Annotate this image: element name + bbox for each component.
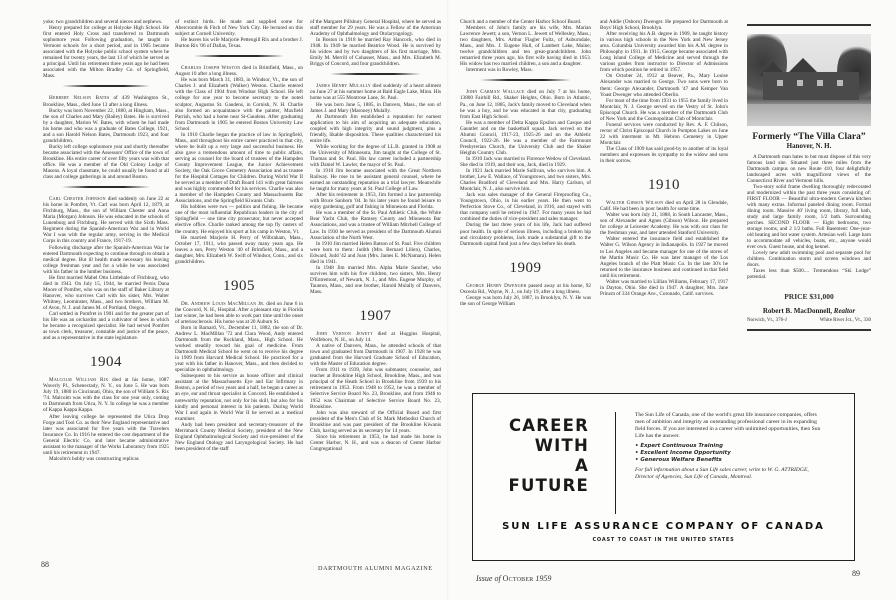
benefit-item: • Excellent Income Opportunity	[635, 450, 825, 457]
obituary-name: James Henry Mulally	[316, 83, 371, 90]
right-column-1	[460, 19, 591, 307]
headline-line: FUTURE	[508, 476, 589, 495]
obituary-name: Herbert Nelson Bates	[49, 95, 110, 102]
divider	[62, 186, 150, 188]
paragraph: During the last three years of his life, Jack had suffered poor health. In spite of serious illness, including a broken hip and circulatory problems, Jack made a substantial gift to the Dartmouth capital fund just a few days before his death.	[460, 222, 591, 247]
ad-price: PRICE $31,000	[784, 292, 834, 302]
obituary-name: Dr. Andrew Louis MacMillan Jr.	[181, 300, 265, 307]
paragraph: He leaves his wife Marjorie Pettengill Rix and a brother J. Burton Rix '06 of Dallas, Texas.	[175, 37, 303, 50]
paragraph: John was also steward of the Official Board and first president of the Men's Club of St. Mark Methodist Church of Brookline and was past president of the Brookline Kiwanis Club, having served as its secretary for 14 years.	[310, 409, 441, 434]
paragraph: died on April 28 in Glendale, Calif. He had been in poor health for some time.	[600, 200, 729, 213]
paragraph: In 1910 Jim married Helen Batson of St. Paul. Five children were born to them: Judith (Mrs. Bernard Lilien), Charles, Edward, Judd '42 and Joan (Mrs. James E. McNamara). Helen died in 1941.	[310, 240, 441, 265]
house-photo	[747, 34, 871, 126]
paragraph: Members of John's family are his wife, Mrs. Marian Lawrence Jewett; a son, Vernon L. Jewett of Wellesley, Mass.; two daughters, Mrs. Arthur Flagler Fultz, of Auburndale, Mass., and Mrs. J. Eugene Hull, of Lambert Lake, Maine; twelve grandchildren and ten great-grandchildren. John remarried three years ago, his first wife having died in 1953. His widow has two married children, a son and a daughter.	[460, 25, 591, 68]
ad-phones	[747, 318, 871, 323]
paragraph: He was a member of the St. Paul Athletic Club, the White Bear Yacht Club, the Ramsey County and Minnesota Bar Associations, and was a trustee of William Mitchell College of Law. In 1930 he served as president of the Dartmouth Alumni Association of the North West.	[310, 210, 441, 241]
company-tagline: COAST TO COAST IN THE UNITED STATES	[592, 537, 735, 543]
paragraph: While working for the degree of LL.B. granted in 1908 at the University of Minnesota, Jim taught at the College of St. Thomas and St. Paul. His law career included a partnership with Daniel W. Lawler, the mayor of St. Paul.	[310, 143, 441, 168]
paragraph: Bucky left college sophomore year and shortly thereafter became associated with the Assessors' Office of the town of Brookline. His entire career of over fifty years was with that office. He was a member of the Old Colony Lodge of Masons. A loyal classmate, he could usually be found at all class and college gatherings in and around Boston.	[43, 143, 169, 181]
paragraph: His hobbies were two — politics and fishing. He became one of the most influential Republican leaders in the city of Springfield — one time city prosecutor, but never accepted elective office. Charlie ranked among the top fly casters of the country. He enjoyed his sport at his camp in Weston, Vt.	[175, 204, 303, 235]
obituary-name: John Carman Wallace	[466, 89, 525, 96]
paragraph: Following discharge after the Spanish-American War he entered Dartmouth expecting to continue through to obtain a medical degree. But ill health made necessary his leaving college freshman year and for a while he was associated with his father in the lumber business.	[43, 244, 169, 275]
ad-body: The Sun Life of Canada, one of the world's great life insurance companies, offers men of ambition and integrity an outstanding professional career in its expanding field forces. If you are interested in a career with unlimited opportunities, then Sun Life has the answer.	[635, 412, 821, 439]
magazine-footer: DARTMOUTH ALUMNI MAGAZINE	[318, 565, 433, 572]
paragraph: On October 24, 1912 at Beaver, Pa., Mary Louise Alexander was married to George. Two sons were born to them: George Alexander, Dartmouth '47 and Kemper Van Yoast Dwenger who attended Oberlin.	[600, 73, 728, 98]
ad-text	[635, 412, 825, 481]
class-year-heading: 1904	[90, 354, 122, 371]
left-column-2	[175, 19, 303, 452]
benefit-list	[635, 443, 825, 464]
paragraph: After receiving his A.B. degree in 1909, he taught history in various high schools in the New York and New Jersey area. Columbia University awarded him his A.M. degree in Philosophy in 1931. In 1915, George became associated with Long Island College of Medicine and served through the various grades from instructor to Director of Admissions from which position he retired in 1957.	[600, 31, 728, 74]
realtor-name: Robert B. MacDonnell,	[762, 307, 833, 316]
paragraph: Born in Barnard, Vt., December 11, 1882, the son of Dr. Andrew L. MacMillan '72 and Clara Wood, Andy entered Dartmouth from the Rockland, Mass., High School. He worked steadily toward his goal of medicine. From Dartmouth Medical School he went on to receive his degree in 1909 from Harvard Medical School. He practiced for a year with his father in Hanover, Mass., and then decided to specialize in ophthalmology.	[175, 324, 303, 374]
paragraph: The Class of 1909 has said good-by to another of its loyal members and expresses its sympathy to the widow and sons in their sorrow.	[600, 145, 728, 165]
obituary-name: Carl Chester Johnson	[49, 196, 106, 203]
paragraph: of 439 Washington St., Brookline, Mass., died June 13 after a long illness.	[43, 95, 169, 108]
paragraph: At Dartmouth Jim established a reputation for earnest application to his aim of acquiring an adequate education, coupled with high integrity and sound judgment, plus a friendly, likable disposition. These qualities characterized his entire life.	[310, 113, 441, 144]
class-year-heading: 1905	[223, 277, 255, 294]
paragraph: He was a member of Delta Kappa Epsilon and Casque and Gauntlet and on the basketball squad. Jack served on the Alumni Council, 1917-23, 1925-26 and on the Athletic Council, 1922-26. He was a member of the Fairmount Presbyterian Church, the University Club and the Shaker Heights Country Club.	[460, 119, 591, 156]
ad-headline	[495, 416, 589, 496]
sun-life-ad	[472, 393, 855, 561]
right-column-2	[600, 19, 728, 297]
paragraph: A Dartmouth man hates to but must dispose of this very famous land site. Situated just three miles from the Dartmouth campus on new Route 410, four delightfully landscaped acres with magnificent views of the Connecticut River and Vermont hills.	[747, 153, 871, 184]
paragraph: and Addie (Osborn) Dwenger. He prepared for Dartmouth at Boys' High School, Brooklyn.	[600, 19, 728, 32]
paragraph: passed away at his home, 92 Osceola Rd., Wayne, N. J., on July 19, after a long illness.	[460, 282, 591, 295]
paragraph: After leaving college he represented the Utica Drop Forge and Tool Co. as their New England representative and later was associated for five years with the Travelers Insurance Co. In 1916 he entered the cost department of the General Electric Co. and later became administrative assistant to the manager of the Works Laboratory from 1925 until his retirement in 1947.	[43, 413, 169, 456]
paragraph: yoke; two grandchildren and several nieces and nephews.	[43, 19, 163, 25]
paragraph: Church and a member of the Center Harbor School Board.	[460, 19, 582, 25]
obituary-name: Walter Gibson Wilson	[606, 200, 664, 207]
divider	[62, 85, 150, 87]
ad-contact: For full information about a Sun Life sales career, write to W. G. ATTRIDGE, Director of Agencies, Sun Life of Canada, Montreal.	[635, 467, 809, 480]
paragraph: He married Marjorie H. Perry of Wilbraham, Mass., October 17, 1911, who passed away many years ago. He leaves a son, Perry Weston '40 of Brimfield, Mass., and a daughter, Mrs. Elizabeth W. Swift of Windsor, Conn., and six grandchildren.	[175, 234, 303, 265]
house-shape	[763, 72, 859, 100]
paragraph: Walter was born July 21, 1888, in South Lancaster, Mass., son of Alexander and Agnes (Gibson) Wilson. He prepared for college at Leicester Academy. He was with our class for the freshman year, and later attended Stanford University.	[600, 212, 728, 237]
ad-bottom-rule	[747, 329, 871, 331]
paragraph: Jack was sales manager of the General Fireproofing Co., Youngstown, Ohio, in his earlier years. He then went to Perfection Stove Co., of Cleveland, in 1916, and stayed with that company until he retired in 1947. For many years he had combined the duties of vice-president and sales manager.	[460, 192, 591, 223]
vertical-divider	[615, 412, 616, 514]
obituary-name: Charles Joseph Weston	[181, 65, 241, 72]
ad-subtitle: Hanover, N. H.	[786, 141, 832, 150]
obituary-name: John Vernon Jewett	[316, 331, 373, 338]
paragraph: From 1911 to 1939, John was submaster, counselor, and teacher at Brookline High School, Brookline, Mass., and was principal of the Heath School in Brookline from 1939 to his retirement in 1953. From 1948 to 1952, he was a member of Selective Service Board No. 23, Brookline, and from 1948 to 1952 was Chairman of Selective Service Board No. 23, Brookline.	[310, 367, 441, 410]
page-number-left: 88	[41, 560, 49, 569]
ad-realtor	[747, 307, 871, 315]
paragraph: In 1948 Jim married Mrs. Alpha Marie Sanchet, who survives him with his five children, two sisters, Mrs. Henry D'Entremont, of Newark, N. J., and Mrs. Eugene Murphy, of Taunton, Mass., and one brother, Harold Mulally of Danvers, Mass.	[310, 264, 441, 295]
issue-prefix: Issue of	[476, 574, 501, 583]
paragraph: Andy had been president and secretary-treasurer of the Merrimack County Medical Society, president of the New England Ophthalmological Society and vice-president of the New England Otology and Laryngological Society. He had been president of the staff	[175, 421, 303, 452]
divider	[330, 73, 422, 75]
paragraph: died at Huggins Hospital, Wolfeboro, N. H., on July 14.	[310, 331, 441, 344]
obituary-name: George Henry Dwenger	[466, 282, 527, 289]
paragraph: of extinct birds. He made and supplied some for Abercrombie & Fitch of New York City. He lectured on this subject at Cornell University.	[175, 19, 303, 38]
paragraph: In 1910 Charlie began the practice of law in Springfield, Mass., and throughout his entire career practiced in that city, where he built up a very large and successful business. He also gave a tremendous amount of time to public affairs, serving as counsel for the board of trustees of the Hampden County Improvement League, the Junior Achievement Society, the Oak Grove Cemetery Association and as trustee for the Hospital Cottages for Children. During World War II he served as a member of Draft Board 141 with great fairness and was highly commended for his services. Charlie was also a member of the Hampden County and Massachusetts Bar Associations, and the Springfield Kiwanis Club.	[175, 131, 303, 205]
paragraph: Interment was in Rowley, Mass.	[466, 67, 533, 74]
company-banner: SUN LIFE ASSURANCE COMPANY OF CANADA	[502, 521, 825, 532]
divider	[480, 79, 572, 81]
benefit-item: • Expert Continuous Training	[635, 443, 825, 450]
paragraph: Walter entered the insurance field and established the Walter G. Wilson Agency in Indianapolis. In 1927 he moved to Los Angeles and became manager for one of the stores of the Martin Music Co. He was later manager of the Los Angeles branch of the Platt Music Co. In the late 30's he returned to the insurance business and continued in that field until his retirement.	[600, 236, 728, 279]
paragraph: Carl settled in Pomfret in 1901 and for the greater part of his life was an orchardist and a cultivator of bees in which he became a recognized specialist. He had served Pomfret as town clerk, treasurer, constable and justice of the peace, and as a representative in the state legislature.	[43, 311, 169, 342]
paragraph: In 1921 Jack married Marie Sullivan, who survives him. A brother, Lew E. Wallace, of Youngstown, and two sisters, Mrs. Charles Bradford of Cleveland and Mrs. Harry Carlson, of Montclair, N. J., also survive him.	[460, 168, 591, 193]
paragraph: died suddenly of a heart ailment on June 27 at his summer home at Bald Eagle Lake, Minn. His home was at 555 Montrose Lane, St. Paul.	[310, 83, 441, 102]
issue-month: October	[502, 574, 534, 583]
phone-norwich: Norwich, Vt., 376-J	[747, 318, 787, 324]
paragraph: Malcolm's hobby was constructing replicas	[49, 455, 139, 462]
paragraph: Bucky was born November 22, 1880, at Hingham, Mass., the son of Charles and Mary (Bailey) Bates. He is survived by a daughter, Marion W. Bates, with whom he had made his home and who was a graduate of Bates College, 1921, and a son Harold Nelson Bates, Dartmouth 1923, and four grandchildren.	[43, 107, 169, 144]
issue-year: 1959	[535, 574, 552, 583]
class-year-heading: 1909	[509, 259, 542, 276]
obituary-name: Malcolm William Rix	[49, 377, 109, 384]
paragraph: He was born June 5, 1885, in Danvers, Mass., the son of James J. and Mary (Maroney) Mulally.	[310, 101, 441, 114]
paragraph: In Boston in 1918 he married Ray Hancock, who died in 1948. In 1949 he married Beatrice Wood. He is survived by his widow and by two daughters of his first marriage, Mrs. Emily M. Merrill of Cohasset, Mass., and Mrs. Elizabeth M. Briggs of Concord, and four grandchildren.	[310, 37, 441, 68]
paragraph: Funeral services were conducted by Rev. A. F. Chilson, rector of Christ Episcopal Church in Pompton Lakes on June 22 with interment in Mt. Hebron Cemetery in Upper Montclair.	[600, 121, 728, 146]
paragraph: In 1910 Jack was married to Florence Wedow of Cleveland. She died in 1919, and their son, Jack, died in 1929.	[460, 155, 591, 168]
paragraph: Taxes less than $500.... Tremendous “Ski Lodge” potential.	[747, 268, 871, 281]
paragraph: died on July 7 at his home, 13800 Fairhill Rd., Shaker Heights, Ohio. Born in Atlantic, Pa., on June 12, 1885, Jack's family moved to Cleveland when he was a boy, and he was educated in that city, graduating from East High School.	[460, 89, 591, 120]
issue-date	[476, 574, 551, 583]
ad-title: Formerly “The Villa Clara”	[752, 131, 866, 142]
paragraph: Since his retirement in 1953, he had made his home in Center Harbor, N. H., and was a deacon of Center Harbor Congregational	[310, 433, 441, 452]
realtor-title: Realtor	[833, 307, 856, 316]
paragraph: died on June 6 in the Concord, N. H., Hospital. After a pleasant stay in Florida last winter, he had been able to work part time until the onset of arteriosclerosis. His home was at 20 Auburn St.	[175, 300, 303, 325]
ad-top-rule	[747, 24, 871, 26]
window-shape	[817, 80, 823, 86]
paragraph: died suddenly on June 22 at his home in Pomfret, Vt. Carl was born April 12, 1879, at Fitchburg, Mass., the son of William Chester and Anna Maria (Morgan) Johnson. He was educated in the schools of Lunenburg and Fitchburg. He served with the Sixth Mass. Regiment during the Spanish-American War and in World War I was with the regular army, serving in the Medical Corps in this country and France, 1917-19.	[43, 196, 169, 245]
paragraph: died at his home, 1087 Waverly Pl., Schenectady, N. Y., on June 5. He was born July 19, 1880 in Cincinnati, Ohio, the son of William S. Rix '74. Malcolm was with the class for one year only, coming to Dartmouth from Utica, N. Y. In college he was a member of Kappa Kappa Kappa.	[43, 377, 169, 414]
paragraph: He first married Mabel Otto Littlehale of Fitchburg, who died in 1943. On July 15, 1944, he married Persis Dana Moore of Pomfret, who was on the staff of Baker Library at Hanover, who survives Carl with his sister, Mrs. Walter Whitney, Leominster, Mass., and two brothers, William M. of Avon, N. J. and James M. of Portland, Oregon.	[43, 274, 169, 311]
paragraph: In 1910 Jim became associated with the Great Northern Railway. He rose to be assistant general counsel, where he earned an outstanding reputation as a trial lawyer. Meanwhile he taught for many years at St. Paul College of Law.	[310, 168, 441, 193]
paragraph: Lovely new adult swimming pool and separate pool for children. Combination storm and screen windows and doors.	[747, 250, 871, 269]
headline-line: A	[575, 456, 589, 475]
window-shape	[837, 80, 843, 86]
ad-body	[747, 154, 871, 281]
lawn-shape	[747, 104, 871, 126]
paragraph: George was born July 26, 1887, in Brooklyn, N. Y. He was the son of George William	[460, 294, 591, 307]
phone-white-river: White River Jct., Vt., 330	[819, 318, 871, 324]
headline-line: WITH	[534, 436, 589, 455]
page-number-right: 89	[852, 569, 860, 578]
paragraph: A native of Danvers, Mass., he attended schools of that town and graduated from Dartmouth in 1907. In 1928 he was graduated from the Harvard Graduate School of Education, with the Master of Education degree.	[310, 343, 441, 368]
class-year-heading: 1907	[359, 308, 392, 325]
page-gutter	[447, 0, 449, 600]
class-year-heading: 1910	[648, 177, 680, 194]
paragraph: Subsequent to his service as house officer and clinical assistant at the Massachusetts Eye and Ear Infirmary in Boston, a period of two years and a half, he began a career as an eye, ear and throat specialist in Concord. He established a noteworthy reputation, not only for his skill, but also for his kindly and personal interest in his patients. During World War I and again in World War II he served as a medical examiner.	[175, 373, 303, 422]
paragraph: For most of the time from 1931 to 1955 the family lived in Montclair, N. J. George served on the Vestry of St. John's Episcopal Church. He was a member of the Dartmouth Club of New York and the Cosmopolitan Club of Montclair.	[600, 97, 728, 122]
paragraph: Henry prepared for college at Holyoke High School. He first entered Holy Cross and transferred to Dartmouth sophomore year. Following graduation, he taught in Vermont schools for a short period, and in 1905 became associated with the Holyoke public school system where he remained for twenty years, the last 13 of which he served as a principal. Until his retirement three years ago he had been associated with the Milton Bradley Co. of Springfield, Mass.	[43, 25, 169, 80]
window-shape	[797, 80, 803, 86]
paragraph: After his retirement in 1953, Jim formed a law partnership with Bruce Sanborn '04. In his later years he found leisure to enjoy gardening, golf and fishing in Minnesota and Florida.	[310, 192, 441, 211]
left-column-1	[43, 19, 169, 462]
divider	[194, 55, 284, 57]
headline-line: CAREER	[508, 416, 589, 435]
benefit-item: • Generous Welfare Benefits	[635, 457, 825, 464]
paragraph: died in Brimfield, Mass., on August 10 after a long illness.	[175, 65, 303, 78]
paragraph: He was born March 31, 1883, in Windsor, Vt., the son of Charles J. and Elizabeth (Walker) Weston. Charlie entered with the Class of 1904 from Windsor High School. He left college for one year to become secretary to the noted sculptor, Augustus St. Gaudens, in Cornish, N. H. Charlie also formed an acquaintance with the painter, Maxfield Parrish, who had a home near St-Gaudens. After graduating from Dartmouth in 1905 he entered Boston University Law School.	[175, 77, 303, 132]
paragraph: Two-story solid frame dwelling thoroughly redecorated and modernized within the past three years consisting of: FIRST FLOOR — Beautiful ultra-modern Geneva kitchen with many extras. Informal paneled dining room. Formal dining room. Massive 40' living room, library, full bath, study and large family room, 1/2 bath. Surrounding porches. SECOND FLOOR — Eight bedrooms, two storage rooms, and 2 1/2 baths. Full Basement: One-year-old heating and hot water system. Artesian well. Large barn to accommodate all vehicles, boats, etc., anyone would ever own. Guest house, and dog kennel.	[747, 183, 871, 251]
window-shape	[777, 80, 783, 86]
left-column-3	[310, 19, 441, 452]
paragraph: of the Margaret Pillsbury General Hospital, where he served as staff member for 29 years. He was a Fellow of the American Academy of Ophthalmology and Otolaryngology.	[310, 19, 441, 38]
paragraph: Walter was married to Lillian Williams, February 17, 1917 in Dayton, Ohio. She died in 1947. A daughter, Mrs. Jane Prinzm of 334 Orange Ave., Coronado, Calif. survives.	[600, 278, 728, 297]
real-estate-ad	[747, 24, 871, 331]
